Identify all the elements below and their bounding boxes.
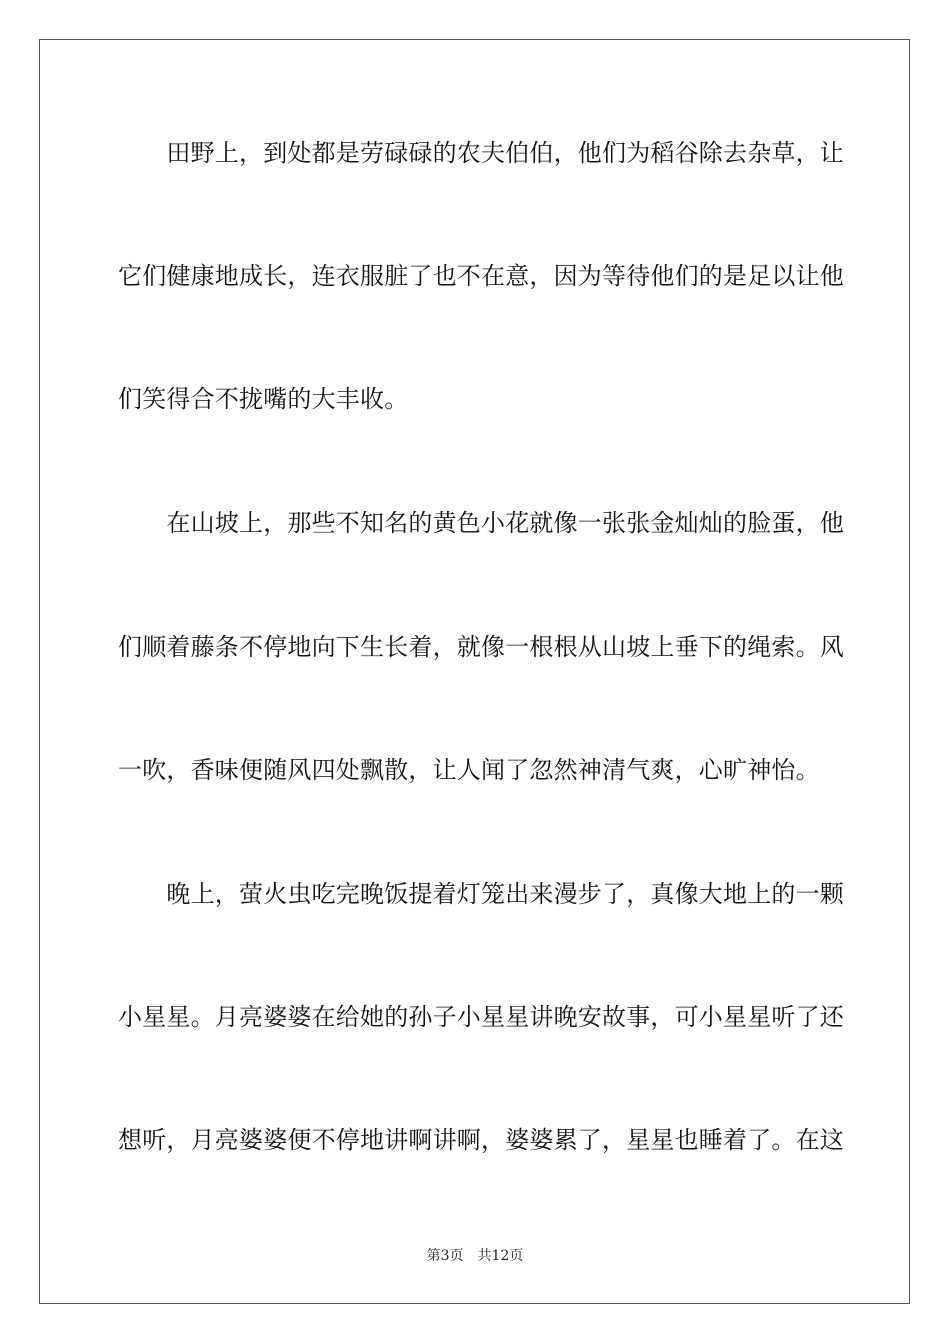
paragraph-3-line-3: 想听，月亮婆婆便不停地讲啊讲啊，婆婆累了，星星也睡着了。在这	[118, 1126, 844, 1154]
paragraph-2-line-2: 们顺着藤条不停地向下生长着，就像一根根从山坡上垂下的绳索。风	[118, 633, 844, 661]
paragraph-3-line-1: 晚上，萤火虫吃完晚饭提着灯笼出来漫步了，真像大地上的一颗	[118, 880, 844, 908]
page-total: 共12页	[477, 1248, 524, 1264]
page-footer	[0, 1247, 950, 1265]
paragraph-3-line-2: 小星星。月亮婆婆在给她的孙子小星星讲晚安故事，可小星星听了还	[118, 1003, 844, 1031]
paragraph-2-line-3: 一吹，香味便随风四处飘散，让人闻了忽然神清气爽，心旷神怡。	[118, 756, 820, 784]
page-border	[39, 39, 910, 1304]
page-number: 第3页	[426, 1248, 464, 1264]
paragraph-1-line-2: 它们健康地成长，连衣服脏了也不在意，因为等待他们的是足以让他	[118, 262, 844, 290]
paragraph-1-line-3: 们笑得合不拢嘴的大丰收。	[118, 385, 409, 413]
paragraph-2-line-1: 在山坡上，那些不知名的黄色小花就像一张张金灿灿的脸蛋，他	[118, 509, 844, 537]
paragraph-1-line-1: 田野上，到处都是劳碌碌的农夫伯伯，他们为稻谷除去杂草，让	[118, 139, 844, 167]
